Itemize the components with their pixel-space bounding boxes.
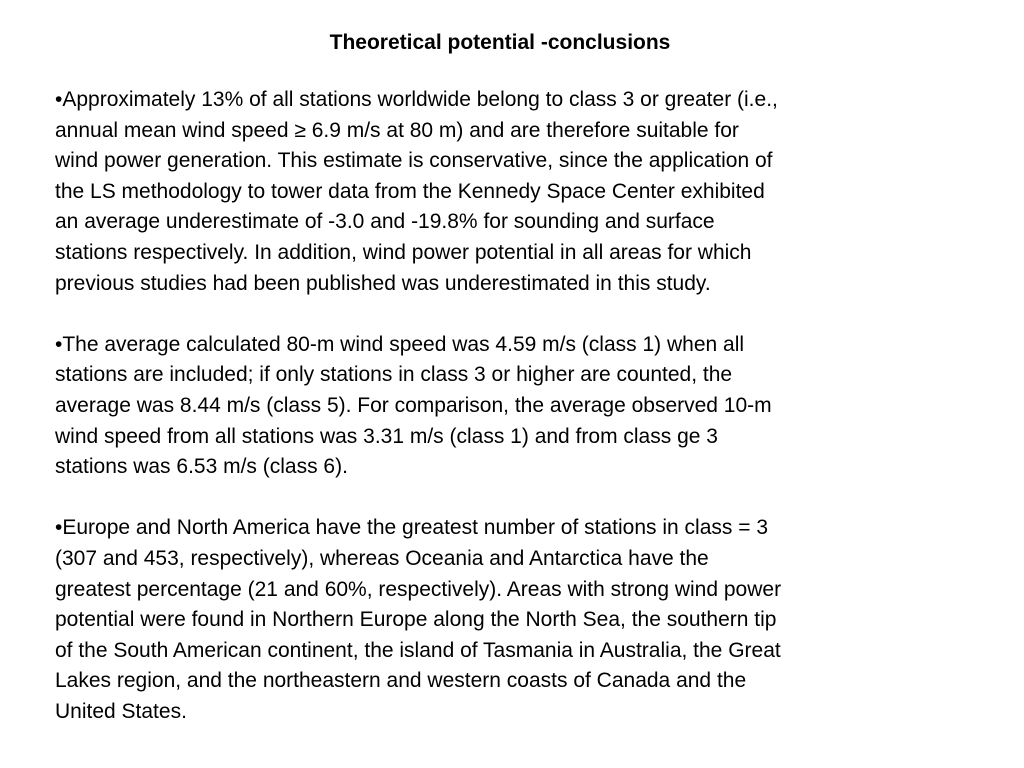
text-line: United States. bbox=[55, 699, 187, 723]
text-line: the LS methodology to tower data from the Kennedy Space Center exhibited bbox=[55, 179, 765, 203]
bullet-paragraph bbox=[55, 330, 955, 483]
slide-body bbox=[55, 85, 955, 727]
text-line: greatest percentage (21 and 60%, respectively). Areas with strong wind power bbox=[55, 577, 782, 601]
text-line: of the South American continent, the island of Tasmania in Australia, the Great bbox=[55, 638, 781, 662]
text-line: wind power generation. This estimate is conservative, since the application of bbox=[55, 149, 773, 173]
text-line: (307 and 453, respectively), whereas Oceania and Antarctica have the bbox=[55, 546, 709, 570]
text-line: stations are included; if only stations in class 3 or higher are counted, the bbox=[55, 363, 733, 387]
text-line: •Approximately 13% of all stations worldwide belong to class 3 or greater (i.e., bbox=[55, 88, 778, 111]
text-line: stations respectively. In addition, wind power potential in all areas for which bbox=[55, 240, 752, 264]
text-line: Lakes region, and the northeastern and western coasts of Canada and the bbox=[55, 669, 747, 693]
text-line: •The average calculated 80-m wind speed was 4.59 m/s (class 1) when all bbox=[55, 332, 745, 356]
text-line: •Europe and North America have the greatest number of stations in class = 3 bbox=[55, 516, 768, 540]
slide-title: Theoretical potential -conclusions bbox=[329, 31, 671, 54]
text-line: potential were found in Northern Europe along the North Sea, the southern tip bbox=[55, 608, 777, 632]
text-line: an average underestimate of -3.0 and -19.8% for sounding and surface bbox=[55, 210, 715, 234]
text-line: stations was 6.53 m/s (class 6). bbox=[55, 455, 348, 479]
bullet-paragraph bbox=[55, 85, 955, 299]
text-line: previous studies had been published was underestimated in this study. bbox=[55, 271, 711, 295]
text-line: annual mean wind speed ≥ 6.9 m/s at 80 m) and are therefore suitable for bbox=[55, 118, 739, 142]
text-line: average was 8.44 m/s (class 5). For comparison, the average observed 10-m bbox=[55, 393, 772, 417]
bullet-paragraph bbox=[55, 513, 955, 727]
text-line: wind speed from all stations was 3.31 m/s (class 1) and from class ge 3 bbox=[55, 424, 718, 448]
